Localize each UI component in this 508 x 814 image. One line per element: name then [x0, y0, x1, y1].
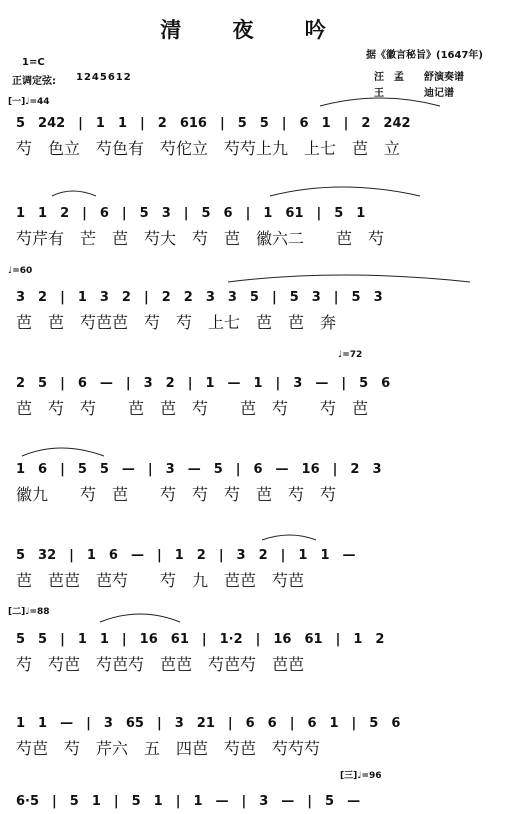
jianzi-tablature: 芍芹有 芒 芭 芍大 芍 芭 徽六二 芭 芍	[16, 229, 385, 248]
jianzi-tablature: 徽九 芍 芭 芍 芍 芍 芭 芍 芍	[16, 485, 337, 504]
jianzi-tablature: 芍 芍芭 芍芭芍 芭芭 芍芭芍 芭芭	[16, 655, 305, 674]
tablature-row-8	[0, 736, 508, 760]
jianpu-notes: 1 1 2 | 6 | 5 3 | 5 6 | 1 61 | 5 1	[16, 206, 366, 221]
jianzi-tablature: 芭 芭 芍芭芭 芍 芍 上七 芭 芭 奔	[16, 313, 337, 332]
jianzi-tablature: 芍 色立 芍色有 芍佗立 芍芍上九 上七 芭 立	[16, 139, 401, 158]
notation-row-9	[0, 790, 508, 810]
section-three-marker: [三]♩=96	[340, 771, 382, 781]
notation-row-3	[0, 286, 508, 306]
source-reference: 据《徽言秘旨》(1647年)	[366, 50, 483, 61]
jianpu-notes: 5 242 | 1 1 | 2 616 | 5 5 | 6 1 | 2 242	[16, 116, 411, 131]
jianpu-notes: 1 6 | 5 5 — | 3 — 5 | 6 — 16 | 2 3	[16, 462, 382, 477]
notation-row-2	[0, 202, 508, 222]
jianpu-notes: 5 5 | 1 1 | 16 61 | 1·2 | 16 61 | 1 2	[16, 632, 385, 647]
tablature-row-7	[0, 652, 508, 676]
jianpu-notes: 5 32 | 1 6 — | 1 2 | 3 2 | 1 1 —	[16, 548, 356, 563]
jianzi-tablature: 芭 芍 芍 芭 芭 芍 芭 芍 芍 芭	[16, 399, 369, 418]
notation-row-4	[0, 372, 508, 392]
jianzi-tablature: 芍芭 芍 芹六 五 四芭 芍芭 芍芍芍	[16, 739, 321, 758]
section-two-marker: [二]♩=88	[8, 607, 50, 617]
notation-row-5	[0, 458, 508, 478]
tablature-row-6	[0, 568, 508, 592]
tablature-row-2	[0, 226, 508, 250]
tablature-row-4	[0, 396, 508, 420]
performer-credit: 汪 孟 舒演奏谱	[374, 72, 464, 83]
notation-row-7	[0, 628, 508, 648]
jianpu-notes: 6·5 | 5 1 | 5 1 | 1 — | 3 — | 5 —	[16, 794, 361, 809]
tablature-row-5	[0, 482, 508, 506]
piece-title: 清 夜 吟	[160, 17, 348, 42]
tempo-72-marker: ♩=72	[338, 350, 363, 360]
jianzi-tablature: 芭 芭芭 芭芍 芍 九 芭芭 芍芭	[16, 571, 305, 590]
notation-row-8	[0, 712, 508, 732]
tempo-60-marker: ♩=60	[8, 266, 33, 276]
notation-row-1	[0, 112, 508, 132]
key-signature: 1=C	[22, 57, 45, 68]
section-one-marker: [一]♩=44	[8, 97, 50, 107]
tuning-notes: 1245612	[76, 72, 132, 83]
jianpu-notes: 2 5 | 6 — | 3 2 | 1 — 1 | 3 — | 5 6	[16, 376, 391, 391]
tablature-row-1	[0, 136, 508, 160]
transcriber-credit: 王 迪记谱	[374, 88, 454, 99]
tuning-label: 正调定弦:	[12, 76, 56, 87]
notation-row-6	[0, 544, 508, 564]
jianpu-notes: 1 1 — | 3 65 | 3 21 | 6 6 | 6 1 | 5 6	[16, 716, 401, 731]
jianpu-notes: 3 2 | 1 3 2 | 2 2 3 3 5 | 5 3 | 5 3	[16, 290, 383, 305]
tablature-row-3	[0, 310, 508, 334]
